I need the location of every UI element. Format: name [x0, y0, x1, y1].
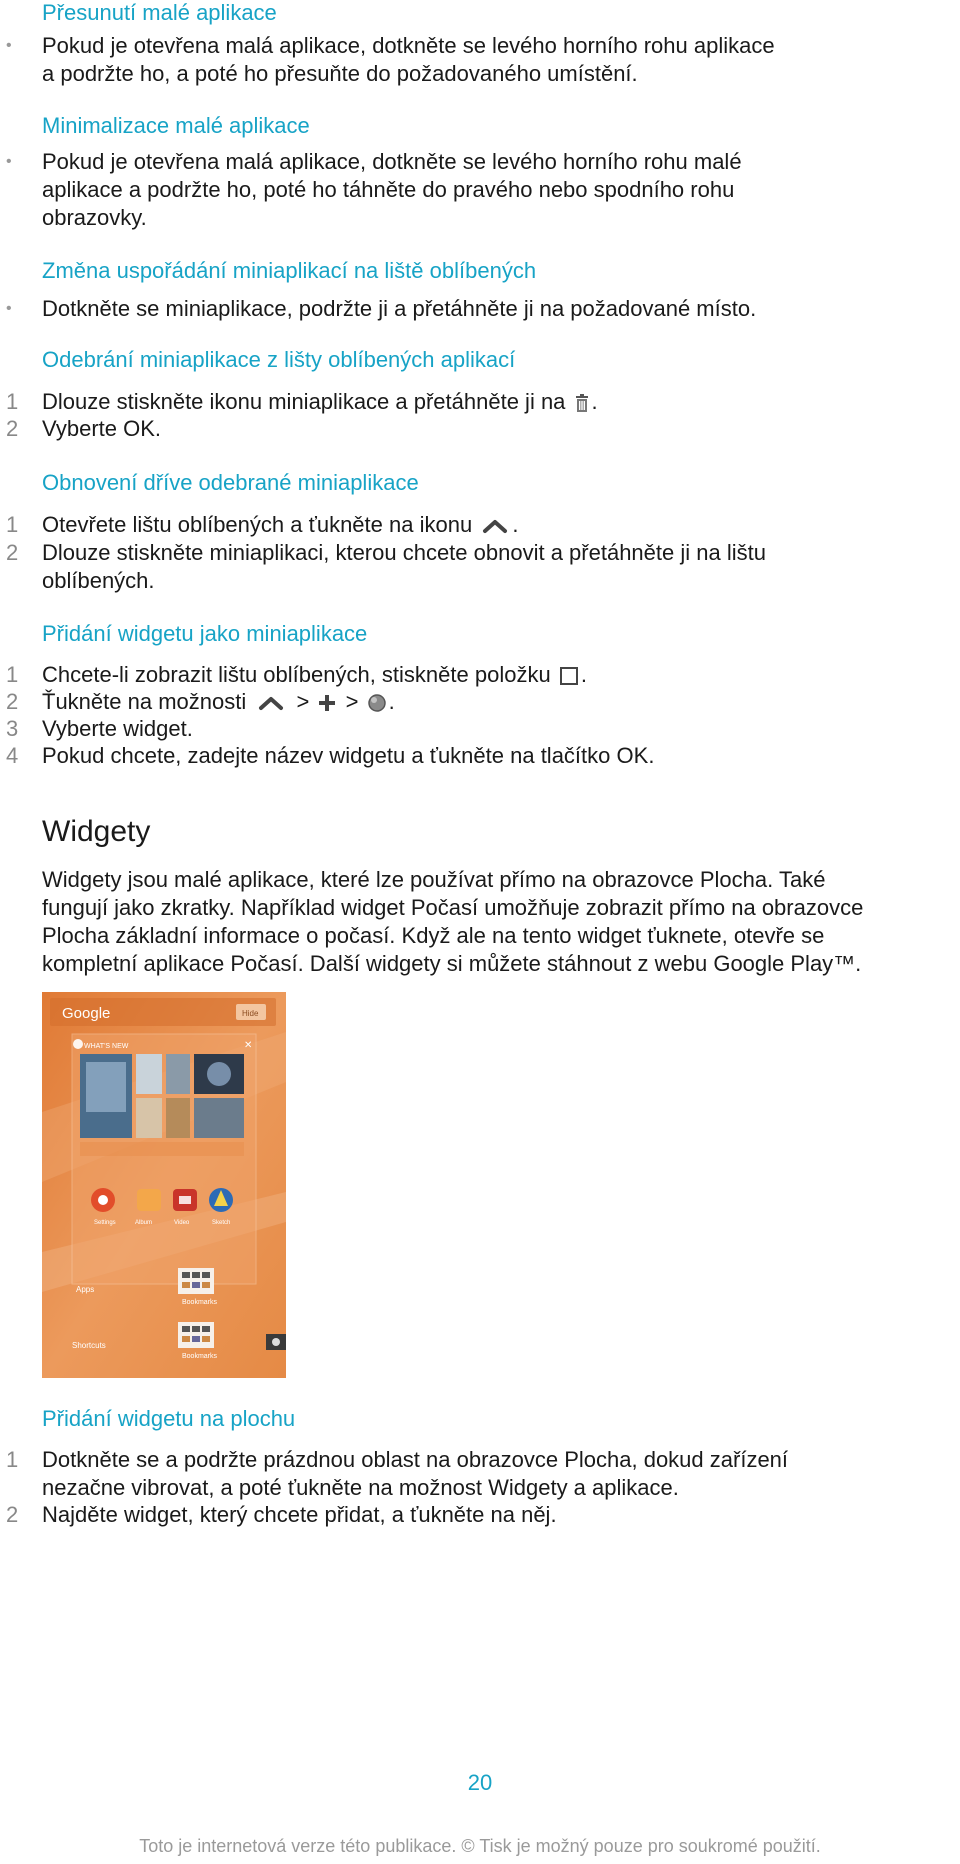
text-line: fungují jako zkratky. Například widget Počasí umožňuje zobrazit přímo na obrazovce — [42, 895, 864, 920]
text-line: obrazovky. — [42, 205, 147, 230]
text-line: Pokud je otevřena malá aplikace, dotkněte se levého horního rohu malé — [42, 149, 742, 174]
step-text: Ťukněte na možnosti — [42, 689, 247, 714]
text-line: a podržte ho, a poté ho přesuňte do požadovaného umístění. — [42, 61, 638, 86]
app-label-video: Video — [174, 1220, 190, 1226]
plus-icon — [317, 693, 337, 713]
step-number: 1 — [6, 512, 19, 537]
bookmarks-label: Bookmarks — [182, 1299, 218, 1306]
bullet-marker: • — [6, 153, 12, 170]
page-number: 20 — [467, 1770, 493, 1795]
step-number: 3 — [6, 716, 19, 741]
bullet-marker: • — [6, 300, 12, 317]
text-line: Plocha základní informace o počasí. Když ale na tento widget ťuknete, otevře se — [42, 923, 825, 948]
settings-small-icon — [73, 1039, 83, 1049]
step-text: Najděte widget, který chcete přidat, a ťukněte na něj. — [42, 1502, 557, 1527]
text-line: Widgety jsou malé aplikace, které lze používat přímo na obrazovce Plocha. Také — [42, 867, 826, 892]
text-line: Dlouze stiskněte miniaplikaci, kterou chcete obnovit a přetáhněte ji na lištu — [42, 540, 766, 565]
bullet-marker: • — [6, 37, 12, 54]
step-number: 1 — [6, 1447, 19, 1472]
step-text: Pokud chcete, zadejte název widgetu a ťukněte na tlačítko — [42, 743, 617, 768]
heading-minimize-small-app: Minimalizace malé aplikace — [42, 113, 310, 138]
heading-restore-miniapp: Obnovení dříve odebrané miniaplikace — [42, 470, 419, 495]
step-text-end: . — [648, 743, 655, 768]
ui-label-ok: OK — [616, 743, 649, 768]
step-number: 4 — [6, 743, 19, 768]
app-label-settings: Settings — [94, 1220, 116, 1226]
recent-apps-square-icon — [559, 666, 579, 686]
widgets-screenshot — [42, 992, 286, 1378]
step-number: 2 — [6, 689, 19, 714]
step-number: 2 — [6, 540, 19, 565]
list-item — [0, 388, 920, 416]
hide-label: Hide — [242, 1009, 259, 1018]
step-text-end: . — [154, 416, 162, 441]
row-label-shortcuts: Shortcuts — [72, 1341, 106, 1350]
step-text: Vyberte — [42, 416, 124, 441]
step-number: 2 — [6, 416, 19, 441]
step-text: Vyberte widget. — [42, 716, 193, 741]
close-icon: ✕ — [244, 1040, 253, 1051]
widgets-intro-paragraph — [42, 866, 960, 978]
list-item — [0, 715, 920, 743]
list-item — [0, 415, 920, 443]
list-item — [0, 742, 920, 770]
footer-note: Toto je internetová verze této publikace. © Tisk je možný pouze pro soukromé použití. — [139, 1836, 821, 1856]
list-item — [0, 1501, 920, 1529]
list-item — [0, 32, 920, 88]
step-number: 1 — [6, 389, 19, 414]
row-label-apps: Apps — [76, 1285, 95, 1294]
list-item — [0, 688, 920, 716]
bookmarks-thumbnail — [178, 1268, 214, 1294]
app-label-album: Album — [135, 1220, 153, 1226]
list-item — [0, 539, 920, 595]
list-item — [0, 148, 920, 232]
step-text-end: . — [591, 389, 598, 414]
bookmarks-thumbnail — [178, 1322, 214, 1348]
app-label-sketch: Sketch — [212, 1220, 231, 1226]
text-line: nezačne vibrovat, a poté ťukněte na možnost — [42, 1475, 489, 1500]
google-label: Google — [62, 1005, 111, 1022]
step-text: Otevřete lištu oblíbených a ťukněte na ikonu — [42, 512, 473, 537]
text-line: aplikace a podržte ho, poté ho táhněte do pravého nebo spodního rohu — [42, 177, 735, 202]
heading-move-small-app: Přesunutí malé aplikace — [42, 0, 277, 25]
separator-arrow: > — [296, 689, 310, 714]
text-line: kompletní aplikace Počasí. Další widgety si můžete stáhnout z webu Google Play™. — [42, 951, 862, 976]
list-item — [0, 661, 920, 689]
section-title-widgets: Widgety — [42, 815, 151, 848]
step-text-end: . — [388, 689, 395, 714]
chevron-up-icon — [254, 693, 288, 713]
heading-add-widget-to-home: Přidání widgetu na plochu — [42, 1406, 296, 1431]
separator-arrow: > — [345, 689, 359, 714]
text-line: Dotkněte se miniaplikace, podržte ji a přetáhněte ji na požadované místo. — [42, 296, 757, 321]
text-line: Dotkněte se a podržte prázdnou oblast na obrazovce Plocha, dokud zařízení — [42, 1447, 789, 1472]
chevron-up-icon — [480, 516, 510, 536]
trash-icon — [574, 393, 590, 413]
widget-globe-icon — [367, 693, 387, 713]
home-screen-illustration — [42, 992, 286, 1378]
list-item — [0, 511, 920, 539]
list-item — [0, 295, 920, 323]
step-number: 2 — [6, 1502, 19, 1527]
list-item — [0, 1446, 920, 1502]
text-line: Pokud je otevřena malá aplikace, dotkněte se levého horního rohu aplikace — [42, 33, 775, 58]
ui-label-widgets-and-apps: Widgety a aplikace — [488, 1475, 673, 1500]
bookmarks-label: Bookmarks — [182, 1353, 218, 1360]
step-text-end: . — [672, 1475, 679, 1500]
album-icon — [137, 1189, 161, 1211]
ui-label-ok: OK — [123, 416, 155, 441]
step-number: 1 — [6, 662, 19, 687]
step-text-end: . — [580, 662, 587, 687]
heading-add-widget-as-miniapp: Přidání widgetu jako miniaplikace — [42, 621, 368, 646]
heading-remove-miniapp: Odebrání miniaplikace z lišty oblíbených aplikací — [42, 347, 516, 372]
text-line: oblíbených. — [42, 568, 155, 593]
step-text-end: . — [512, 512, 519, 537]
step-text: Dlouze stiskněte ikonu miniaplikace a přetáhněte ji na — [42, 389, 566, 414]
heading-reorder-miniapps: Změna uspořádání miniaplikací na liště oblíbených — [42, 258, 537, 283]
whats-new-label: WHAT'S NEW — [84, 1043, 129, 1050]
step-text: Chcete-li zobrazit lištu oblíbených, stiskněte položku — [42, 662, 551, 687]
